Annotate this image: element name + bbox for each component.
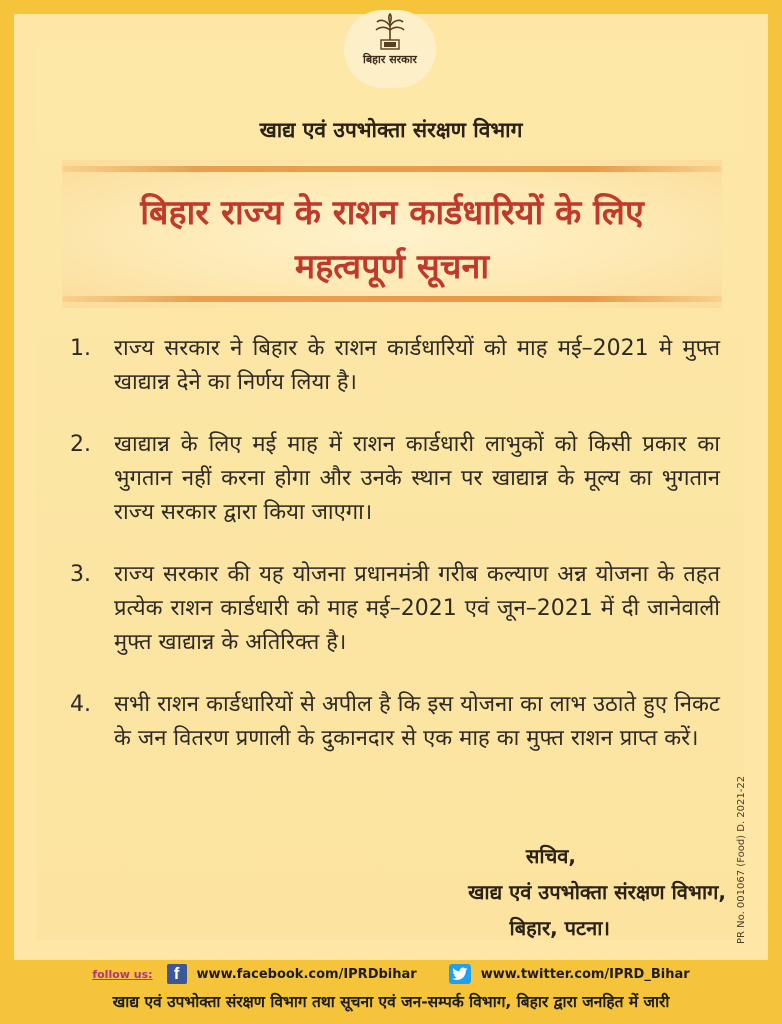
signature-block [468,838,726,946]
footer [0,960,782,1024]
headline-line-1: बिहार राज्य के राशन कार्डधारियों के लिए [140,193,644,233]
issuer-statement: खाद्य एवं उपभोक्ता संरक्षण विभाग तथा सूचना एवं जन-सम्पर्क विभाग, बिहार द्वारा जनहित में जारी [112,993,670,1011]
emblem [344,10,436,88]
department-title: खाद्य एवं उपभोक्ता संरक्षण विभाग [259,118,523,142]
signature-title: सचिव, [525,844,576,868]
follow-us-label: follow us: [92,967,153,981]
list-item-text: खाद्यान्न के लिए मई माह में राशन कार्डधारी लाभुकों को किसी प्रकार का भुगतान नहीं करना होगा और उनके स्थान पर खाद्यान्न के मूल्य का भुगतान राज्य सरकार द्वारा किया जाएगा। [114,432,720,525]
list-item-number: 1. [70,336,91,361]
banner-bottom-rule [62,296,722,302]
twitter-link[interactable]: www.twitter.com/IPRD_Bihar [480,966,690,982]
list-item-text: राज्य सरकार ने बिहार के राशन कार्डधारियों को माह मई–2021 मे मुफ्त खाद्यान्न देने का निर्णय लिया है। [114,336,720,395]
facebook-icon[interactable]: f [167,964,187,984]
list-item-text: सभी राशन कार्डधारियों से अपील है कि इस योजना का लाभ उठाते हुए निकट के जन वितरण प्रणाली के दुकानदार से एक माह का मुफ्त राशन प्राप्त करें। [114,692,720,751]
signature-department: खाद्य एवं उपभोक्ता संरक्षण विभाग, [468,880,726,904]
bihar-govt-emblem-icon [368,10,412,54]
headline-line-2: महत्वपूर्ण सूचना [294,247,490,287]
facebook-link[interactable]: www.facebook.com/IPRDbihar [196,966,417,982]
list-item [70,428,720,530]
pr-number: PR No. 001067 (Food) D. 2021-22 [736,775,747,944]
list-item-number: 4. [70,692,91,717]
banner-top-rule [62,166,722,172]
notice-list [70,332,720,784]
twitter-icon[interactable] [449,964,471,984]
list-item [70,688,720,756]
signature-location: बिहार, पटना। [509,916,610,940]
list-item-number: 2. [70,432,91,457]
list-item-number: 3. [70,562,91,587]
social-links [0,962,782,986]
emblem-caption: बिहार सरकार [363,53,417,66]
list-item-text: राज्य सरकार की यह योजना प्रधानमंत्री गरीब कल्याण अन्न योजना के तहत प्रत्येक राशन कार्डधारी को माह मई–2021 एवं जून–2021 में दी जानेवाली मुफ्त खाद्यान्न के अतिरिक्त है। [114,562,720,655]
list-item [70,332,720,400]
headline-banner [62,160,722,308]
list-item [70,558,720,660]
